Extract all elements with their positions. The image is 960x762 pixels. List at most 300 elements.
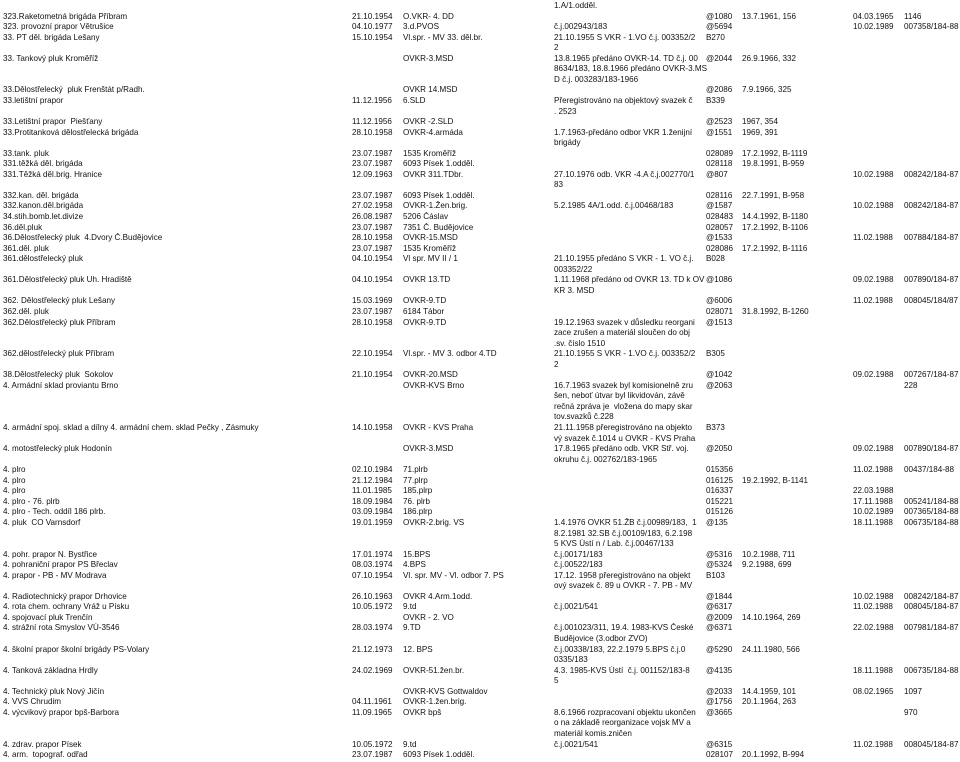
registry-number-cell: 015126 [706, 507, 734, 517]
unit-name-cell: 361.dělostřelecký pluk [3, 254, 84, 264]
owner-cell: O.VKR- 4. DD [403, 11, 454, 21]
archive-record-cell: 1969, 391 [742, 127, 779, 137]
note-cell: KR 3. MSD [554, 285, 595, 295]
unit-name-cell: 4. plro - 76. plrb [3, 496, 60, 506]
file-reference-cell: 228 [904, 380, 918, 390]
file-reference-cell: 007981/184-87 [904, 623, 959, 633]
date-cell: 28.03.1974 [352, 623, 393, 633]
closing-date-cell: 10.02.1988 [853, 591, 894, 601]
registry-number-cell: B270 [706, 32, 725, 42]
file-reference-cell: 007890/184-87 [904, 444, 959, 454]
table-row [0, 159, 960, 169]
date-cell: 27.02.1958 [352, 201, 393, 211]
date-cell: 02.10.1984 [352, 465, 393, 475]
note-cell: č.j.0021/541 [554, 602, 599, 612]
registry-number-cell: @4135 [706, 665, 733, 675]
table-row [0, 212, 960, 222]
note-cell: ový svazek č. 89 u OVKR - 7. PB - MV [554, 581, 693, 591]
table-row [0, 43, 960, 53]
registry-number-cell: @6317 [706, 602, 733, 612]
unit-name-cell: 4. školní prapor školní brigády PS-Volary [3, 644, 150, 654]
closing-date-cell: 10.02.1988 [853, 169, 894, 179]
note-cell: tov.svazků č.228 [554, 412, 614, 422]
note-cell: 8.2.1981 32.SB č.j.00109/183, 6.2.198 [554, 528, 693, 538]
owner-cell: 1535 Kroměříž [403, 243, 457, 253]
date-cell: 21.12.1973 [352, 644, 393, 654]
note-cell: 5 KVS Ústí n / Lab. č.j.00467/133 [554, 539, 674, 549]
registry-number-cell: @1587 [706, 201, 733, 211]
archive-record-cell: 14.4.1992, B-1180 [742, 212, 809, 221]
registry-number-cell: 028116 [706, 190, 733, 200]
table-row [0, 381, 960, 391]
table-row [0, 275, 960, 285]
unit-name-cell: 4. armádní spoj. sklad a dílny 4. armádní chem. sklad Pečky , Zásmuky [3, 423, 259, 432]
file-reference-cell: 008045/184-87 [904, 739, 959, 749]
unit-name-cell: 4. pluk CO Varnsdorf [3, 517, 81, 527]
unit-name-cell: 331.Těžká děl.brig. Hranice [3, 169, 102, 179]
owner-cell: 9.td [403, 602, 417, 612]
archive-record-cell: 19.2.1992, B-1141 [742, 475, 809, 485]
closing-date-cell: 18.11.1988 [853, 665, 893, 675]
file-reference-cell: 007358/184-88 [904, 22, 959, 32]
owner-cell: OVKR 4.Arm.1odd. [403, 591, 473, 601]
owner-cell: OVKR bpš [403, 707, 442, 717]
archive-record-cell: 24.11.1980, 566 [742, 644, 800, 654]
date-cell: 28.10.1958 [352, 127, 393, 137]
date-cell: 04.10.1977 [352, 22, 393, 32]
note-cell: okruhu č.j. 002762/183-1965 [554, 454, 658, 464]
note-cell: Budějovice (3.odbor ZVO) [554, 634, 648, 643]
table-row [0, 592, 960, 602]
note-cell: vý svazek č.1014 u OVKR - KVS Praha [554, 433, 696, 443]
unit-name-cell: 331.těžká děl. brigáda [3, 159, 83, 169]
unit-name-cell: 33.Letištní prapor Piešťany [3, 117, 103, 127]
registry-number-cell: 016337 [706, 486, 734, 496]
unit-name-cell: 33. PT děl. brigáda Lešany [3, 32, 100, 42]
date-cell: 04.11.1961 [352, 697, 392, 707]
date-cell: 23.07.1987 [352, 148, 393, 158]
closing-date-cell: 18.11.1988 [853, 517, 893, 527]
table-row [0, 201, 960, 211]
note-cell: D č.j. 003283/183-1966 [554, 74, 639, 84]
owner-cell: OVKR-15.MSD [403, 233, 458, 243]
closing-date-cell: 10.02.1989 [853, 22, 894, 32]
unit-name-cell: 362. Dělostřelecký pluk Lešany [3, 296, 116, 306]
archive-record-cell: 17.2.1992, B-1119 [742, 148, 808, 158]
registry-number-cell: B103 [706, 570, 725, 580]
note-cell: 4.3. 1985-KVS Ústí č.j. 001152/183-8 [554, 665, 690, 675]
table-row [0, 180, 960, 190]
closing-date-cell: 17.11.1988 [853, 496, 893, 506]
table-row [0, 22, 960, 32]
note-cell: 19.12.1963 svazek v důsledku reorgani [554, 317, 695, 327]
table-row [0, 444, 960, 454]
date-cell: 21.10.1954 [352, 370, 393, 380]
table-row [0, 476, 960, 486]
file-reference-cell: 1097 [904, 686, 923, 696]
registry-number-cell: 028086 [706, 243, 734, 253]
table-row [0, 718, 960, 728]
note-cell: č.j.002943/183 [554, 22, 608, 32]
registry-number-cell: B028 [706, 254, 725, 264]
table-row [0, 370, 960, 380]
table-row [0, 676, 960, 686]
date-cell: 19.01.1959 [352, 517, 393, 527]
date-cell: 24.02.1969 [352, 665, 393, 675]
archive-record-cell: 26.9.1966, 332 [742, 53, 797, 63]
table-row [0, 518, 960, 528]
unit-name-cell: 4. rota chem. ochrany Vráž u Písku [3, 602, 130, 612]
table-row [0, 423, 960, 433]
unit-name-cell: 4. plro [3, 475, 26, 485]
note-cell: 17.12. 1958 přeregistrováno na objekt [554, 570, 691, 580]
closing-date-cell: 11.02.1988 [853, 739, 893, 749]
note-cell: 21.10.1955 předáno S VKR - 1. VO č.j. [554, 254, 694, 264]
table-row [0, 687, 960, 697]
unit-name-cell: 4. plro [3, 465, 26, 475]
owner-cell: OVKR-2.brig. VS [403, 517, 465, 527]
table-row [0, 507, 960, 517]
table-row [0, 138, 960, 148]
table-row [0, 740, 960, 750]
table-row [0, 550, 960, 560]
registry-number-cell: B373 [706, 423, 725, 432]
archive-record-cell: 10.2.1988, 711 [742, 549, 796, 559]
note-cell: 21.11.1958 přeregistrováno na objekto [554, 423, 692, 432]
archive-record-cell: 19.8.1991, B-959 [742, 159, 805, 169]
owner-cell: OVKR-1.Žen.brig. [403, 201, 468, 211]
registry-number-cell: @807 [706, 169, 728, 179]
note-cell: 27.10.1976 odb. VKR -4.A č.j.002770/1 [554, 169, 695, 179]
note-cell: 21.10.1955 S VKR - 1.VO č.j. 003352/2 [554, 349, 696, 359]
date-cell: 04.10.1954 [352, 275, 393, 285]
table-row [0, 539, 960, 549]
file-reference-cell: 008045/184/87 [904, 296, 959, 306]
table-row [0, 434, 960, 444]
note-cell: 0335/183 [554, 655, 588, 665]
table-row [0, 655, 960, 665]
table-row [0, 96, 960, 106]
unit-name-cell: 33.letištní prapor [3, 95, 64, 105]
registry-number-cell: @1756 [706, 697, 733, 707]
unit-name-cell: 33.tank. pluk [3, 148, 49, 158]
file-reference-cell: 007267/184-87 [904, 370, 959, 380]
table-row [0, 497, 960, 507]
closing-date-cell: 08.02.1965 [853, 686, 894, 696]
note-cell: 21.10.1955 S VKR - 1.VO č.j. 003352/2 [554, 32, 696, 42]
table-row [0, 729, 960, 739]
registry-number-cell: @5290 [706, 644, 733, 654]
unit-name-cell: 332.kan. děl. brigáda [3, 190, 79, 200]
file-reference-cell: 007365/184-88 [904, 507, 959, 517]
date-cell: 23.07.1987 [352, 159, 393, 169]
file-reference-cell: 008242/184-87 [904, 201, 959, 211]
registry-number-cell: 015221 [706, 496, 734, 506]
owner-cell: OVKR 13.TD [403, 275, 451, 285]
closing-date-cell: 11.02.1988 [853, 296, 893, 306]
owner-cell: 71.plrb [403, 465, 428, 475]
file-reference-cell: 006735/184-88 [904, 517, 959, 527]
archive-record-cell: 17.2.1992, B-1106 [742, 222, 809, 232]
unit-name-cell: 362.děl. pluk [3, 306, 49, 316]
file-reference-cell: 008242/184-87 [904, 169, 959, 179]
registry-number-cell: 028071 [706, 306, 734, 316]
file-reference-cell: 005241/184-88 [904, 496, 959, 506]
registry-number-cell: 028483 [706, 212, 734, 221]
registry-number-cell: 028107 [706, 750, 734, 760]
archive-record-cell: 31.8.1992, B-1260 [742, 306, 809, 316]
table-row [0, 486, 960, 496]
table-row [0, 64, 960, 74]
closing-date-cell: 09.02.1988 [853, 275, 894, 285]
owner-cell: 6093 Písek 1.odděl. [403, 159, 475, 169]
table-row [0, 170, 960, 180]
table-row [0, 307, 960, 317]
table-row [0, 750, 960, 760]
registry-number-cell: @1551 [706, 127, 733, 137]
registry-number-cell: @2009 [706, 612, 733, 622]
owner-cell: OVKR -2.SLD [403, 117, 454, 127]
owner-cell: 185.plrp [403, 486, 433, 496]
table-row [0, 328, 960, 338]
note-cell: 1.11.1968 předáno od OVKR 13. TD k OV [554, 275, 705, 285]
owner-cell: OVKR-3.MSD [403, 53, 454, 63]
unit-name-cell: 361.Dělostřelecký pluk Uh. Hradiště [3, 275, 132, 285]
note-cell: č.j.00522/183 [554, 560, 603, 570]
note-cell: 1.7.1963-předáno odbor VKR 1.ženijní [554, 127, 693, 137]
unit-name-cell: 34.stih.bomb.let.divize [3, 212, 84, 221]
owner-cell: OVKR-1.žen.brig. [403, 697, 467, 707]
table-row [0, 286, 960, 296]
archive-record-cell: 20.1.1992, B-994 [742, 750, 805, 760]
owner-cell: OVKR-KVS Brno [403, 380, 465, 390]
note-cell: 1.4.1976 OVKR 51.ŽB č.j.00989/183, 1 [554, 517, 697, 527]
date-cell: 28.10.1958 [352, 317, 393, 327]
date-cell: 07.10.1954 [352, 570, 393, 580]
table-row [0, 85, 960, 95]
date-cell: 18.09.1984 [352, 496, 393, 506]
owner-cell: OVKR-9.TD [403, 296, 447, 306]
table-row [0, 33, 960, 43]
unit-name-cell: 36.Dělostřelecký pluk 4.Dvory Č.Budějovice [3, 233, 163, 243]
table-row [0, 560, 960, 570]
archive-record-cell: 9.2.1988, 699 [742, 560, 792, 570]
table-row [0, 254, 960, 264]
registry-number-cell: @1042 [706, 370, 733, 380]
table-row [0, 349, 960, 359]
note-cell: č.j.0021/541 [554, 739, 599, 749]
owner-cell: 9.td [403, 739, 417, 749]
table-row [0, 244, 960, 254]
file-reference-cell: 1146 [904, 11, 922, 21]
note-cell: o na základě reorganizace vojsk MV a [554, 718, 691, 728]
closing-date-cell: 22.03.1988 [853, 486, 894, 496]
registry-number-cell: B339 [706, 95, 725, 105]
table-row [0, 107, 960, 117]
unit-name-cell: 362.dělostřelecký pluk Příbram [3, 349, 115, 359]
note-cell: zace zrušen a materiál sloučen do obj [554, 328, 690, 338]
owner-cell: OVKR-51.žen.br. [403, 665, 465, 675]
date-cell: 15.10.1954 [352, 32, 393, 42]
table-row [0, 645, 960, 655]
unit-name-cell: 4. Radiotechnický prapor Drhovice [3, 591, 127, 601]
closing-date-cell: 11.02.1988 [853, 233, 893, 243]
owner-cell: 1535 Kroměříž [403, 148, 457, 158]
note-cell: 13.8.1965 předáno OVKR-14. TD č.j. 00 [554, 53, 698, 63]
archive-record-cell: 20.1.1964, 263 [742, 697, 797, 707]
file-reference-cell: 970 [904, 707, 918, 717]
owner-cell: Vl. spr. MV - Vl. odbor 7. PS [403, 570, 504, 580]
table-row [0, 634, 960, 644]
unit-name-cell: 4. prapor - PB - MV Modrava [3, 570, 107, 580]
date-cell: 15.03.1969 [352, 296, 393, 306]
closing-date-cell: 09.02.1988 [853, 444, 894, 454]
registry-number-cell: @2033 [706, 686, 733, 696]
owner-cell: Vl.spr. - MV 33. děl.br. [403, 32, 483, 42]
table-row [0, 223, 960, 233]
owner-cell: 12. BPS [403, 644, 433, 654]
registry-number-cell: @5694 [706, 22, 733, 32]
registry-number-cell: 016125 [706, 475, 734, 485]
registry-number-cell: @6315 [706, 739, 733, 749]
registry-number-cell: @1513 [706, 317, 733, 327]
registry-number-cell: 028118 [706, 159, 733, 169]
owner-cell: 7351 Č. Budějovice [403, 222, 474, 232]
closing-date-cell: 22.02.1988 [853, 623, 894, 633]
registry-number-cell: @1844 [706, 591, 733, 601]
table-row [0, 318, 960, 328]
archive-record-cell: 7.9.1966, 325 [742, 85, 792, 95]
owner-cell: 6184 Tábor [403, 306, 445, 316]
unit-name-cell: 4. pohraniční prapor PS Břeclav [3, 560, 118, 570]
registry-number-cell: @6371 [706, 623, 733, 633]
owner-cell: OVKR-9.TD [403, 317, 447, 327]
unit-name-cell: 4. plro [3, 486, 26, 496]
note-cell: . 2523 [554, 106, 577, 116]
unit-name-cell: 332.kanon.děl.brigáda [3, 201, 84, 211]
registry-number-cell: 028057 [706, 222, 734, 232]
date-cell: 21.12.1984 [352, 475, 393, 485]
registry-number-cell: @2044 [706, 53, 733, 63]
date-cell: 26.08.1987 [352, 212, 393, 221]
owner-cell: OVKR-KVS Gottwaldov [403, 686, 488, 696]
note-cell: 5.2.1985 4A/1.odd. č.j.00468/183 [554, 201, 674, 211]
note-cell: 5 [554, 676, 559, 686]
closing-date-cell: 04.03.1965 [853, 11, 894, 21]
registry-number-cell: @5316 [706, 549, 733, 559]
note-cell: č.j.00171/183 [554, 549, 603, 559]
closing-date-cell: 11.02.1988 [853, 465, 893, 475]
registry-number-cell: 028089 [706, 148, 734, 158]
owner-cell: OVKR - KVS Praha [403, 423, 474, 432]
archive-record-cell: 17.2.1992, B-1116 [742, 243, 808, 253]
date-cell: 04.10.1954 [352, 254, 393, 264]
date-cell: 12.09.1963 [352, 169, 393, 179]
table-row [0, 265, 960, 275]
note-cell: č.j.001023/311, 19.4. 1983-KVS České [554, 623, 694, 633]
table-row [0, 412, 960, 422]
owner-cell: 76. plrb [403, 496, 430, 506]
date-cell: 17.01.1974 [352, 549, 393, 559]
owner-cell: 5206 Čáslav [403, 212, 448, 221]
date-cell: 23.07.1987 [352, 306, 393, 316]
table-row [0, 360, 960, 370]
note-cell: 003352/22 [554, 264, 593, 274]
closing-date-cell: 10.02.1988 [853, 201, 894, 211]
unit-name-cell: 4. výcvikový prapor bpš-Barbora [3, 707, 120, 717]
date-cell: 23.07.1987 [352, 222, 393, 232]
table-row [0, 455, 960, 465]
file-reference-cell: 007884/184-87 [904, 233, 959, 243]
date-cell: 22.10.1954 [352, 349, 393, 359]
note-cell: 83 [554, 180, 564, 190]
table-row [0, 623, 960, 633]
unit-name-cell: 4. Technický pluk Nový Jičín [3, 686, 105, 696]
registry-number-cell: @1086 [706, 275, 733, 285]
registry-number-cell: 015356 [706, 465, 734, 475]
date-cell: 10.05.1972 [352, 602, 393, 612]
unit-name-cell: 4. spojovací pluk Trenčín [3, 612, 93, 622]
registry-number-cell: @2086 [706, 85, 733, 95]
note-cell: brigády [554, 138, 581, 148]
closing-date-cell: 11.02.1988 [853, 602, 893, 612]
registry-number-cell: @1080 [706, 11, 733, 21]
table-row [0, 402, 960, 412]
table-row [0, 529, 960, 539]
unit-name-cell: 33. Tankový pluk Kroměříž [3, 53, 99, 63]
owner-cell: Vl spr. MV II / 1 [403, 254, 458, 264]
note-cell: 2 [554, 359, 559, 369]
date-cell: 11.01.1985 [352, 486, 392, 496]
unit-name-cell: 38.Dělostřelecký pluk Sokolov [3, 370, 114, 380]
table-row [0, 191, 960, 201]
date-cell: 11.12.1956 [352, 95, 392, 105]
file-reference-cell: 007890/184-87 [904, 275, 959, 285]
owner-cell: OVKR - 2. VO [403, 612, 454, 622]
unit-name-cell: 4. strážní rota Smyslov VÚ-3546 [3, 623, 120, 633]
unit-name-cell: 4. pohr. prapor N. Bystřice [3, 549, 98, 559]
unit-name-cell: 323.Raketometná brigáda Příbram [3, 11, 128, 21]
owner-cell: 186.plrp [403, 507, 433, 517]
registry-number-cell: @2050 [706, 444, 733, 454]
note-cell: č.j.00338/183, 22.2.1979 5.BPS č.j.0 [554, 644, 686, 654]
note-cell: 16.7.1963 svazek byl komisionelně zru [554, 380, 694, 390]
file-reference-cell: 008045/184-87 [904, 602, 959, 612]
owner-cell: 4.BPS [403, 560, 426, 570]
owner-cell: OVKR-4.armáda [403, 127, 463, 137]
registry-number-cell: B305 [706, 349, 725, 359]
archive-record-cell: 14.4.1959, 101 [742, 686, 797, 696]
unit-name-cell: 4. Tanková základna Hrdly [3, 665, 98, 675]
unit-name-cell: 4. zdrav. prapor Písek [3, 739, 82, 749]
date-cell: 28.10.1958 [352, 233, 393, 243]
owner-cell: OVKR-20.MSD [403, 370, 458, 380]
note-cell: Přeregistrováno na objektový svazek č [554, 95, 693, 105]
owner-cell: OVKR 14.MSD [403, 85, 458, 95]
unit-name-cell: 4. motostřelecký pluk Hodonín [3, 444, 112, 454]
owner-cell: 6.SLD [403, 95, 426, 105]
unit-name-cell: 4. arm. topograf. odřad [3, 750, 88, 760]
table-row [0, 128, 960, 138]
table-row [0, 149, 960, 159]
file-reference-cell: 00437/184-88 [904, 465, 954, 475]
archive-record-cell: 13.7.1961, 156 [742, 11, 797, 21]
date-cell: 10.05.1972 [352, 739, 393, 749]
registry-number-cell: @135 [706, 517, 728, 527]
owner-cell: 77.plrp [403, 475, 428, 485]
registry-number-cell: @6006 [706, 296, 733, 306]
unit-name-cell: 36.děl.pluk [3, 222, 43, 232]
